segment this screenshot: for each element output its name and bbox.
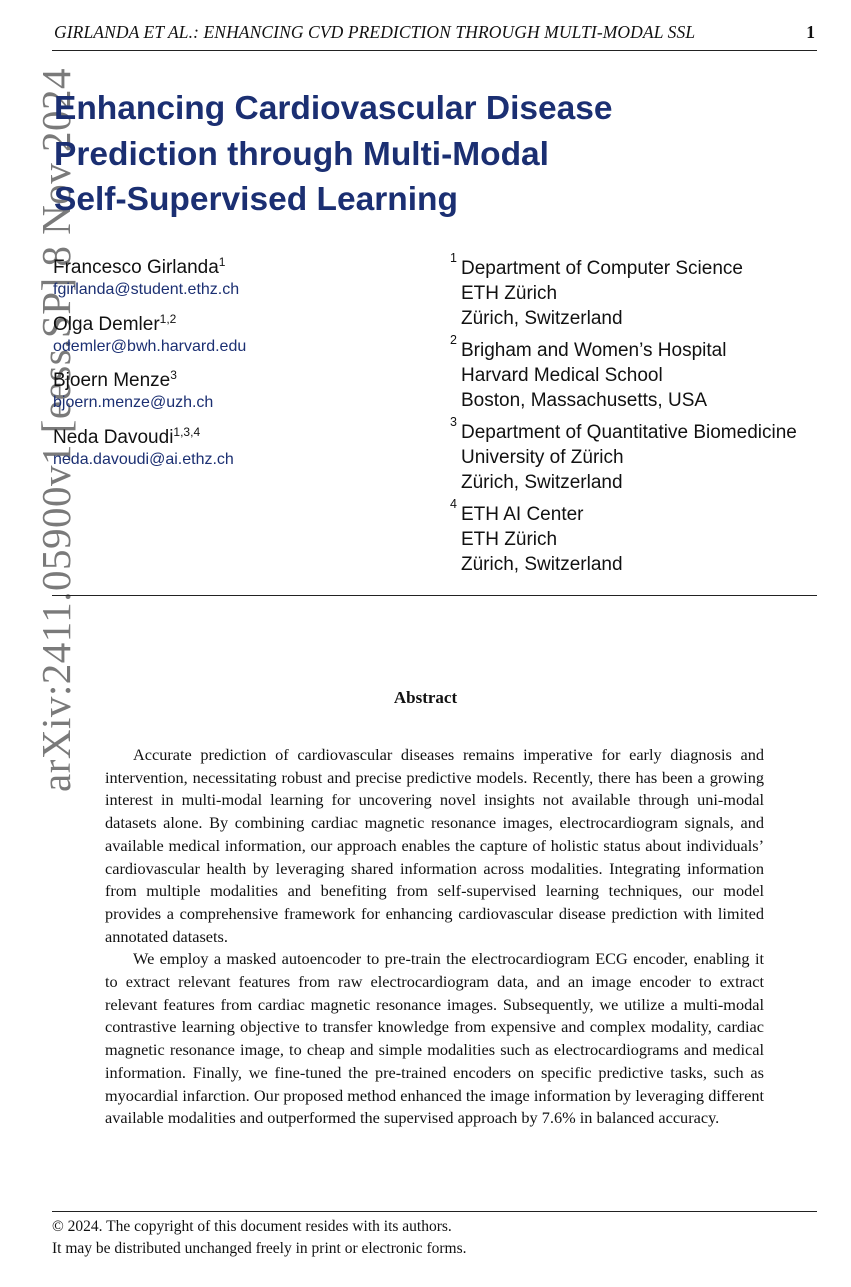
affiliation-line: ETH AI Center <box>461 504 584 525</box>
affiliation-number: 4 <box>450 497 457 511</box>
author-name: Neda Davoudi$^{1,3,4}$ <box>53 424 201 448</box>
abstract-paragraph: Accurate prediction of cardiovascular diseases remains imperative for early diagnosis and intervention, necessitating robust and precise predictive models. Recently, there has been a growing interest in multi-modal learning for uncovering novel insights not available through uni-modal datasets alone. By combining cardiac magnetic resonance images, electrocardiogram signals, and available medical information, our approach enables the capture of holistic status about individuals’ cardiovascular health by leveraging shared information across modalities. Integrating information from multiple modalities and benefiting from self-supervised learning techniques, our model provides a comprehensive framework for enhancing cardiovascular disease prediction with limited annotated datasets. <box>105 745 764 946</box>
author-affil-sup: 1,2 <box>159 311 177 326</box>
affiliation-number: 1 <box>450 251 457 265</box>
copyright-line: © 2024. The copyright of this document resides with its authors. <box>52 1218 452 1235</box>
affiliation-line: Department of Quantitative Biomedicine <box>461 422 797 443</box>
affiliation <box>450 251 845 331</box>
copyright-line: It may be distributed unchanged freely in print or electronic forms. <box>52 1239 467 1257</box>
affiliation-line: ETH Zürich <box>461 529 558 550</box>
title-line: Self-Supervised Learning <box>54 181 458 218</box>
affiliation-line: Zürich, Switzerland <box>461 472 623 493</box>
copyright-notice <box>52 1216 467 1259</box>
author-block <box>53 256 433 313</box>
author-affil-sup: 1,3,4 <box>173 424 201 439</box>
author-email[interactable]: fgirlanda@student.ethz.ch <box>53 281 240 298</box>
title-line: Prediction through Multi-Modal <box>54 135 549 173</box>
affiliation <box>450 415 845 495</box>
affiliation-line: University of Zürich <box>461 447 624 468</box>
affiliation-line: Zürich, Switzerland <box>461 308 623 329</box>
author-list <box>53 256 433 482</box>
affiliation-line: Zürich, Switzerland <box>461 554 623 575</box>
running-head <box>52 20 817 51</box>
arxiv-stamp: arXiv:2411.05900v1 [eess.SP] 8 Nov 2024 <box>33 67 79 792</box>
abstract-paragraph: We employ a masked autoencoder to pre-train the electrocardiogram ECG encoder, enabling it to extract relevant features from raw electrocardiogram data, and an image encoder to extract relevant features from cardiac magnetic resonance images. Subsequently, we utilize a multi-modal contrastive learning objective to transfer knowledge from expensive and complex modality, cardiac magnetic resonance image, to cheap and simple modalities such as electrocardiograms and medical information. Finally, we fine-tuned the pre-trained encoders on specific predictive tasks, such as myocardial infarction. Our proposed method enhanced the image information by leveraging different available modalities and outperformed the supervised approach by 7.6% in balanced accuracy. <box>105 949 764 1128</box>
affiliation <box>450 497 845 577</box>
affiliation-line: Department of Computer Science <box>461 258 743 279</box>
author-email[interactable]: neda.davoudi@ai.ethz.ch <box>53 450 234 468</box>
title-line: Enhancing Cardiovascular Disease <box>54 90 613 127</box>
author-name: Olga Demler$^{1,2}$ <box>53 311 177 335</box>
affiliation-line: Boston, Massachusetts, USA <box>461 390 708 411</box>
affiliation-line: Harvard Medical School <box>461 365 663 386</box>
abstract-heading: Abstract <box>393 688 458 707</box>
author-affil-sup: 3 <box>170 368 177 382</box>
author-block <box>53 313 433 370</box>
author-email[interactable]: odemler@bwh.harvard.edu <box>53 337 247 355</box>
author-name: Francesco Girlanda$^1$ <box>53 255 226 278</box>
paper-title <box>54 86 754 223</box>
title-divider <box>52 595 817 596</box>
affiliation-line: Brigham and Women’s Hospital <box>461 340 727 361</box>
author-name: Bjoern Menze$^3$ <box>53 368 177 391</box>
author-email[interactable]: bjoern.menze@uzh.ch <box>53 394 214 411</box>
affiliation-number: 3 <box>450 415 457 429</box>
affiliation <box>450 333 845 413</box>
affiliation-number: 2 <box>450 333 457 347</box>
author-block <box>53 426 433 483</box>
abstract-body <box>105 744 764 1130</box>
affiliation-list <box>450 251 845 584</box>
author-block <box>53 369 433 426</box>
page-number: 1 <box>806 22 815 42</box>
author-affil-sup: 1 <box>218 255 226 269</box>
footer-divider <box>52 1211 817 1212</box>
running-title: GIRLANDA ET AL.: ENHANCING CVD PREDICTION THROUGH MULTI-MODAL SSL <box>54 22 696 42</box>
affiliation-line: ETH Zürich <box>461 283 558 304</box>
